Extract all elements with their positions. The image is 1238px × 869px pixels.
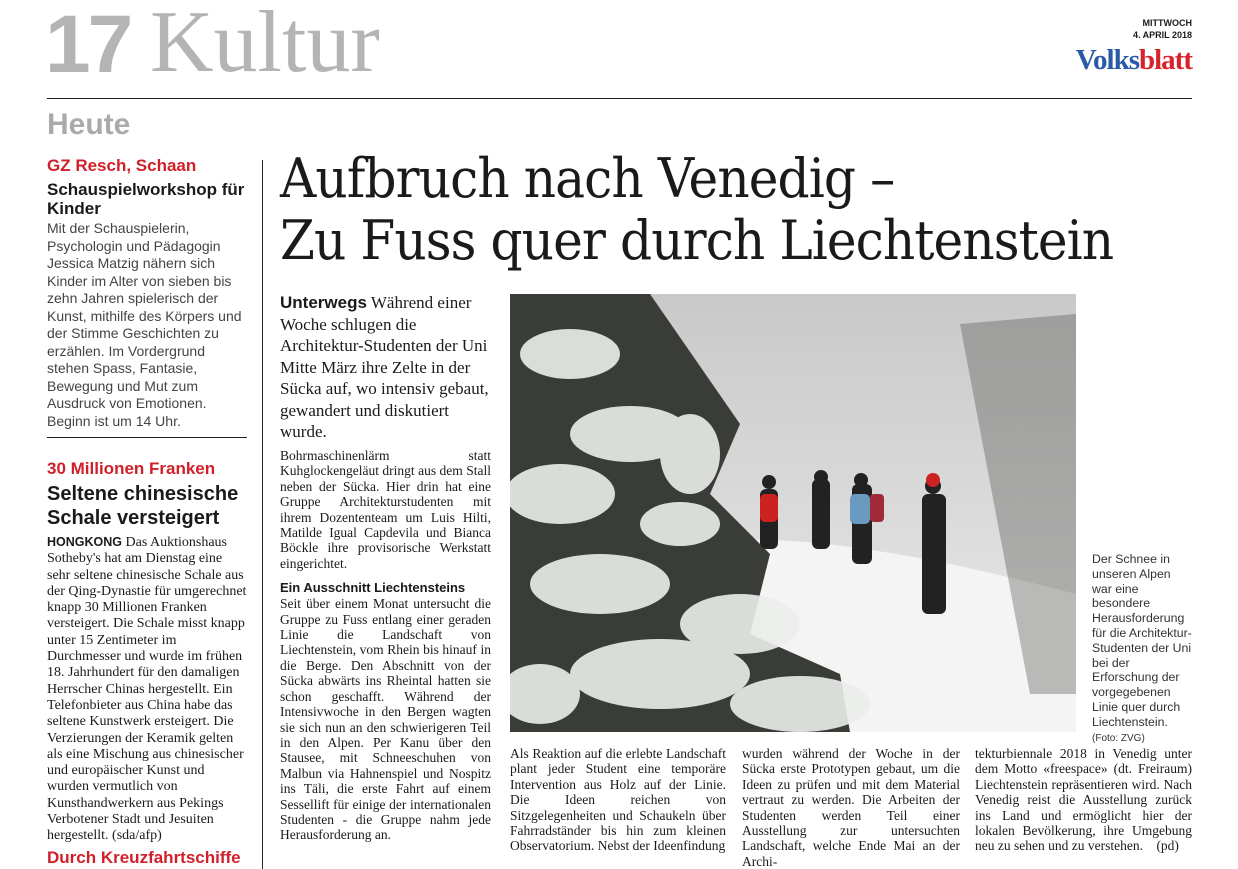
headline	[280, 148, 1117, 272]
photo-caption	[1092, 552, 1192, 746]
newspaper-logo	[1076, 44, 1192, 77]
page-number: 17	[45, 0, 131, 90]
snow-hikers-image	[510, 294, 1076, 732]
logo-part2: blatt	[1139, 44, 1192, 76]
lead-text: Während einer Woche schlugen die Architektur-Studenten der Uni Mitte März ihre Zelte in der Sücka auf, wo intensiv gebaut, gewandert und diskutiert wurde.	[280, 293, 489, 441]
headline-line1: Aufbruch nach Venedig –	[280, 147, 895, 210]
section-title: Kultur	[150, 0, 380, 91]
column-divider	[262, 160, 263, 869]
sidebar-item-workshop	[47, 156, 247, 430]
headline-line2: Zu Fuss quer durch Liechtenstein	[280, 209, 1114, 272]
logo-part1: Volks	[1075, 44, 1139, 76]
photo-credit: (Foto: ZVG)	[1092, 732, 1145, 744]
item-body: Mit der Schauspielerin, Psychologin und Pädagogin Jessica Matzig nähern sich Kinder im Alter von sieben bis zehn Jahren spielerisch der Kunst, mithilfe des Körpers und der Stimme Geschichten zu erzählen. Im Vordergrund stehen Spass, Fantasie, Bewegung und Mut zum Ausdruck von Emotionen. Beginn ist um 14 Uhr.	[47, 220, 242, 429]
article-photo	[510, 294, 1076, 732]
kicker: 30 Millionen Franken	[47, 459, 216, 478]
item-title: Schauspielworkshop für Kinder	[47, 180, 245, 218]
sidebar-separator	[47, 437, 247, 438]
lead-label: Unterwegs	[280, 293, 367, 312]
weekday: MITTWOCH	[1142, 18, 1192, 28]
article-column-3: wurden während der Woche in der Sücka erste Prototypen gebaut, um die Ideen zu prüfen und mit dem Material vertraut zu werden. Die Arbeiten der Studenten werden Teil einer Ausstellung zur untersuchten Landschaft, welche Ende Mai an der Archi-	[742, 746, 960, 869]
item-body	[47, 534, 247, 845]
date: 4. APRIL 2018	[1132, 30, 1192, 40]
kicker: GZ Resch, Schaan	[47, 156, 197, 175]
article-column-2: Als Reaktion auf die erlebte Landschaft plant jeder Student eine temporäre Intervention aus Holz auf der Linie. Die Ideen reichen von Sitzgelegenheiten und Schaukeln über Fahrradständer bis hin zum kleinen Observatorium. Nebst der Ideenfindung	[510, 746, 726, 854]
subheading: Ein Ausschnitt Liechtensteins	[280, 580, 466, 596]
sidebar-item-schale	[47, 459, 247, 845]
article-column-4: tekturbiennale 2018 in Venedig unter dem Motto «freespace» (dt. Freiraum) Liechtenstein repräsentieren wird. Nach Venedig reist die Ausstellung zurück ins Land und ermöglicht hier der lokalen Bevölkerung, ihre Umgebung neu zu sehen und zu verstehen. (pd)	[975, 746, 1196, 854]
kicker: Durch Kreuzfahrtschiffe	[47, 848, 241, 867]
paragraph: Bohrmaschinenlärm statt Kuhglockengeläut dringt aus dem Stall neben der Sücka. Hier drin hat eine Gruppe Architekturstudenten mit ihrem Dozententeam um Luis Hilti, Matilde Igual Capdevila und Bianca Böckle ihre provisorische Werkstatt eingerichtet.	[280, 448, 491, 571]
lead-paragraph	[280, 292, 492, 443]
article-column-1	[280, 448, 491, 843]
dateline: HONGKONG	[47, 535, 122, 549]
item-title: Seltene chinesische Schale versteigert	[47, 483, 239, 529]
issue-date	[1133, 17, 1192, 41]
caption-text: Der Schnee in unseren Alpen war eine besondere Herausforderung für die Architektur-Studenten der Uni bei der Erforschung der vorgegebenen Linie quer durch Liechtenstein.	[1092, 552, 1192, 729]
body-text: Das Auktionshaus Sotheby's hat am Dienstag eine sehr seltene chinesische Schale aus der Qing-Dynastie für umgerechnet knapp 30 Millionen Franken versteigert. Die Schale misst knapp unter 15 Zentimeter im Durchmesser und wurde im frühen 18. Jahrhundert für den damaligen Herrscher Chinas hergestellt. Ein Telefonbieter aus China habe das seltene Kunstwerk ersteigert. Die Verzierungen der Keramik gelten als eine Mischung aus chinesischer und europäischer Kunst und wurden vermutlich von Kunsthandwerkern aus Pekings Verbotener Stadt und Jesuiten hergestellt. (sda/afp)	[47, 535, 247, 844]
header-rule	[47, 98, 1192, 99]
sidebar-heading: Heute	[47, 108, 131, 141]
paragraph: Seit über einem Monat untersucht die Gruppe zu Fuss entlang einer geraden Linie die Landschaft von Liechtenstein, vom Rhein bis hinauf in die Berge. Den Abschnitt von der Sücka abwärts ins Rheintal hatten sie schon geschafft. Während der Intensivwoche in den Bergen wagten sie sich nun an den schwierigeren Teil in den Alpen. Per Kanu über den Stausee, mit Schneeschuhen von Malbun via Hahnenspiel und Nospitz ins Täli, die erste Fahrt auf einem Sessellift für einige der internationalen Studenten - die Gruppe nahm jede Herausforderung an.	[280, 596, 491, 843]
